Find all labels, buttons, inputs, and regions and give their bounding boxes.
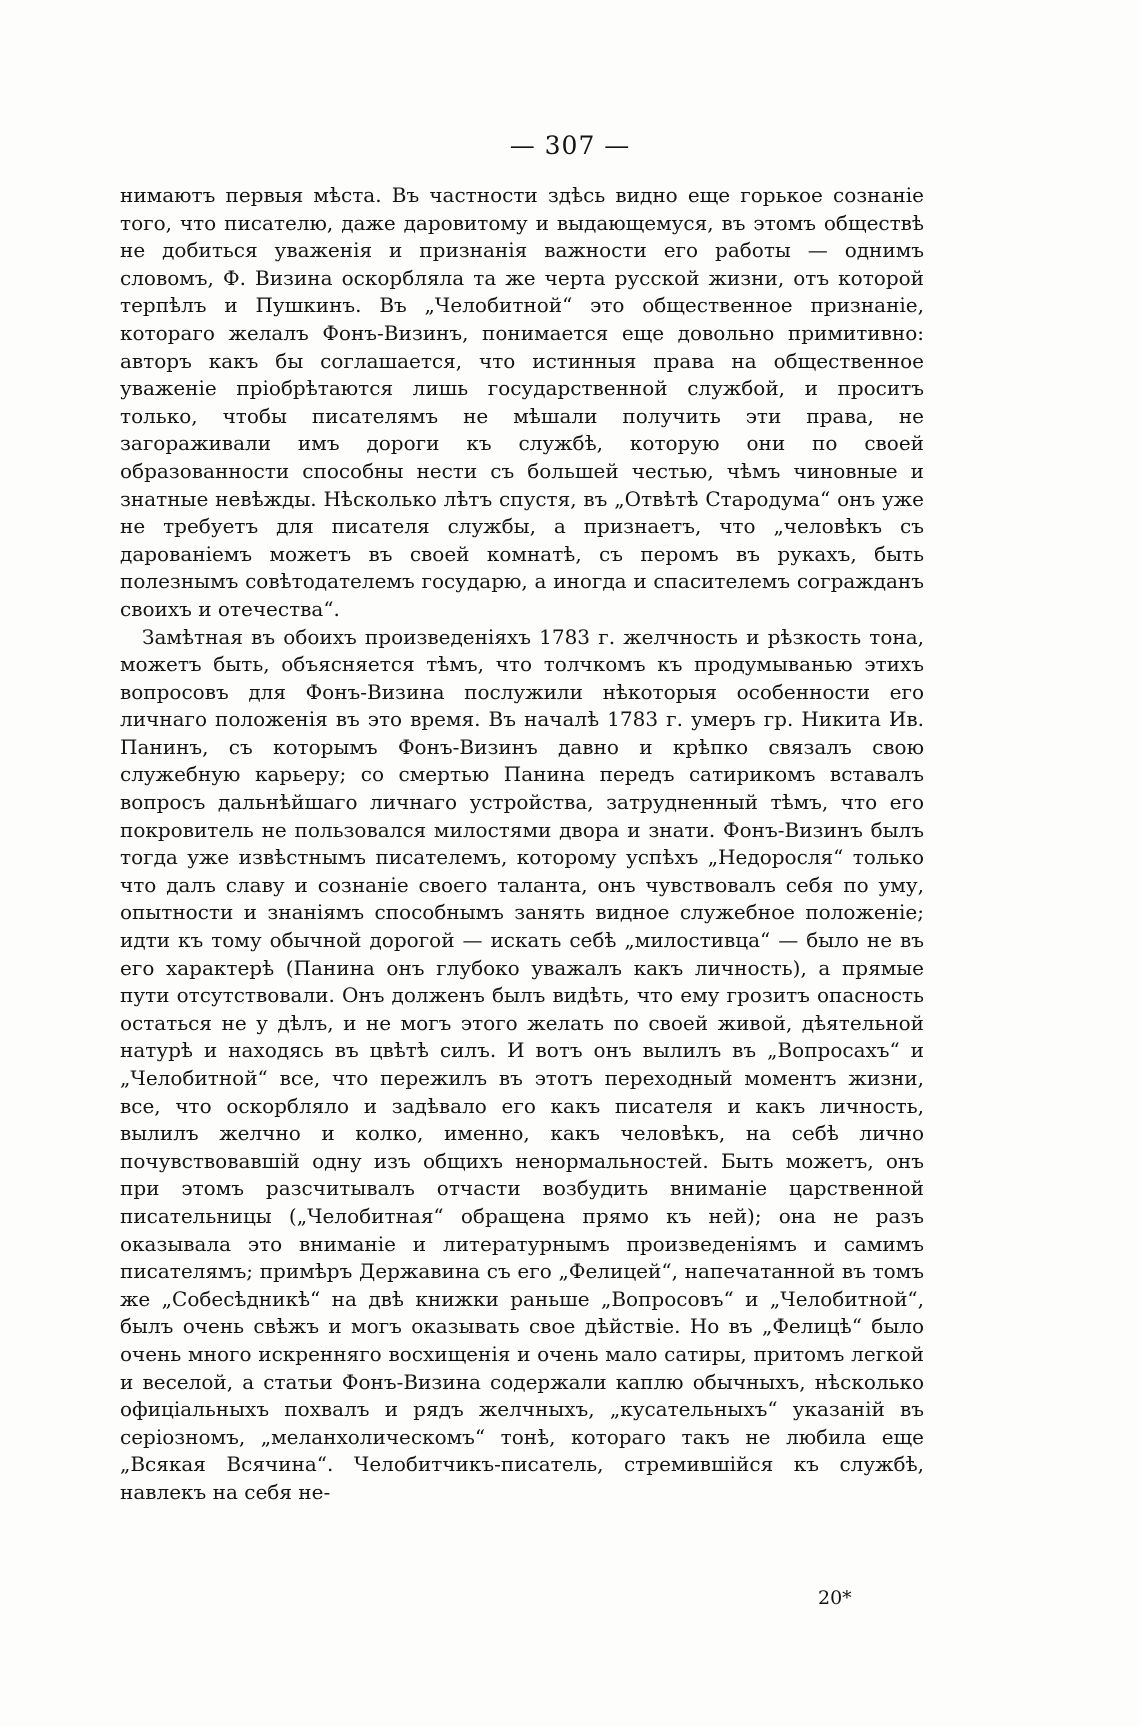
page-number: — 307 — [509, 131, 631, 160]
signature-mark: 20* [818, 1587, 852, 1609]
main-text [120, 182, 924, 1507]
paragraph-continued: нимаютъ первыя мѣста. Въ частности здѣсь видно еще горькое сознаніе того, что писателю, даже даровитому и выдающемуся, въ этомъ обществѣ не добиться уваженія и признанія важности его работы — однимъ словомъ, Ф. Визина оскорбляла та же черта русской жизни, отъ которой терпѣлъ и Пушкинъ. Въ „Челобитной“ это общественное признаніе, котораго желалъ Фонъ-Визинъ, понимается еще довольно примитивно: авторъ какъ бы соглашается, что истинныя права на общественное уваженіе пріобрѣтаются лишь государственной службой, и проситъ только, чтобы писателямъ не мѣшали получить эти права, не загораживали имъ дороги къ службѣ, которую они по своей образованности способны нести съ большей честью, чѣмъ чиновные и знатные невѣжды. Нѣсколько лѣтъ спустя, въ „Отвѣтѣ Стародума“ онъ уже не требуетъ для писателя службы, а признаетъ, что „человѣкъ съ дарованіемъ можетъ въ своей комнатѣ, съ перомъ въ рукахъ, быть полезнымъ совѣтодателемъ государю, а иногда и спасителемъ согражданъ своихъ и отечества“. [120, 183, 924, 621]
paragraph: Замѣтная въ обоихъ произведеніяхъ 1783 г. желчность и рѣзкость тона, можетъ быть, объясняется тѣмъ, что толчкомъ къ продумыванью этихъ вопросовъ для Фонъ-Визина послужили нѣкоторыя особенности его личнаго положенія въ это время. Въ началѣ 1783 г. умеръ гр. Никита Ив. Панинъ, съ которымъ Фонъ-Визинъ давно и крѣпко связалъ свою служебную карьеру; со смертью Панина передъ сатирикомъ вставалъ вопросъ дальнѣйшаго личнаго устройства, затрудненный тѣмъ, что его покровитель не пользовался милостями двора и знати. Фонъ-Визинъ былъ тогда уже извѣстнымъ писателемъ, которому успѣхъ „Недоросля“ только что далъ славу и сознаніе своего таланта, онъ чувствовалъ себя по уму, опытности и знаніямъ способнымъ занять видное служебное положеніе; идти къ тому обычной дорогой — искать себѣ „милостивца“ — было не въ его характерѣ (Панина онъ глубоко уважалъ какъ личность), а прямые пути отсутствовали. Онъ долженъ былъ видѣть, что ему грозитъ опасность остаться не у дѣлъ, и не могъ этого желать по своей живой, дѣятельной натурѣ и находясь въ цвѣтѣ силъ. И вотъ онъ вылилъ въ „Вопросахъ“ и „Челобитной“ все, что пережилъ въ этотъ переходный моментъ жизни, все, что оскорбляло и задѣвало его какъ писателя и какъ личность, вылилъ желчно и колко, именно, какъ человѣкъ, на себѣ лично почувствовавшій одну изъ общихъ ненормальностей. Быть можетъ, онъ при этомъ разсчитывалъ отчасти возбудить вниманіе царственной писательницы („Челобитная“ обращена прямо къ ней); она не разъ оказывала это вниманіе и литературнымъ произведеніямъ и самимъ писателямъ; примѣръ Державина съ его „Фелицей“, напечатанной въ томъ же „Собесѣдникѣ“ на двѣ книжки раньше „Вопросовъ“ и „Челобитной“, былъ очень свѣжъ и могъ оказывать свое дѣйствіе. Но въ „Фелицѣ“ было очень много искренняго восхищенія и очень мало сатиры, притомъ легкой и веселой, а статьи Фонъ-Визина содержали каплю обычныхъ, нѣсколько офиціальныхъ похвалъ и рядъ желчныхъ, „кусательныхъ“ указаній въ серіозномъ, „меланхолическомъ“ тонѣ, котораго такъ не любила еще „Всякая Всячина“. Челобитчикъ-писатель, стремившійся къ службѣ, навлекъ на себя не- [120, 624, 924, 1504]
